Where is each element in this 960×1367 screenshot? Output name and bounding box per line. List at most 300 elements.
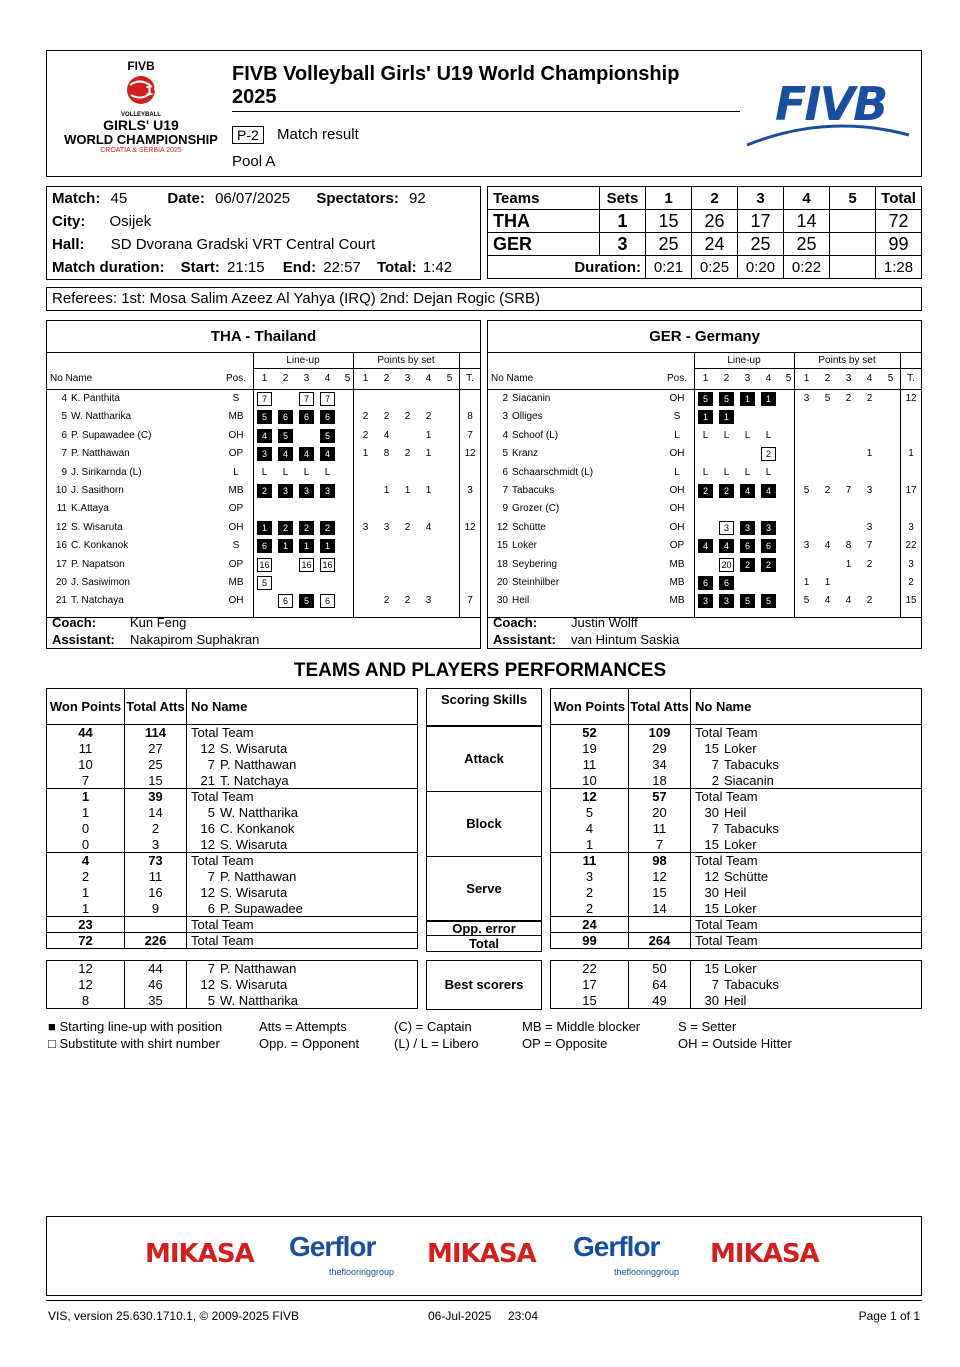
skill-attack: Attack [426,726,542,792]
lineup-starter: 6 [257,539,272,553]
won-points: 22 [551,961,629,977]
fivb-logo [737,73,917,153]
score-set-1: 15 [646,210,692,233]
won-points: 24 [551,917,629,933]
lineup-starter: 5 [257,410,272,424]
player-number: 15 [704,741,719,756]
player-number: 6 [502,466,508,478]
player-number: 15 [704,961,719,977]
player-total-points: 3 [908,558,914,570]
player-name: Tabacuks [512,485,555,496]
player-number: 30 [704,885,719,900]
player-total-points: 15 [905,595,917,607]
lineup-substitute: 16 [257,558,272,572]
player-name: Tabacuks [724,757,779,772]
performance-row [47,869,418,885]
lineup-starter: 3 [278,484,293,498]
player-position: OP [228,503,244,515]
title-line-1: FIVB Volleyball Girls' U19 World Championship [232,63,680,85]
player [187,869,418,885]
won-points: 1 [47,789,125,805]
player-name: P. Natthawan [220,869,297,884]
svg-text:19: 19 [145,84,161,98]
lineup-substitute: 6 [320,594,335,608]
total-atts: 64 [629,977,691,993]
total-atts: 44 [125,961,187,977]
total-atts: 11 [629,821,691,837]
set-points: 3 [383,521,390,533]
player-total-points: 22 [905,540,917,552]
player-number: 4 [502,429,508,441]
won-points: 0 [47,837,125,853]
won-points: 52 [551,725,629,741]
set-points: 2 [383,411,390,423]
best-scorer-row [47,977,418,993]
won-points: 2 [551,885,629,901]
total-label: Total [426,935,542,952]
lineup-set-header: 2 [282,373,289,384]
player-position: OH [669,485,685,496]
logo-line3: CROATIA & SERBIA 2025 [100,147,182,154]
player-name: P. Supawadee [220,900,303,916]
player [691,977,922,993]
set-points: 2 [866,558,873,570]
player [691,837,922,853]
lineup-substitute: 2 [761,447,776,461]
total-atts: 15 [125,773,187,789]
player-number: 3 [502,411,508,423]
won-points: 4 [47,853,125,869]
player [691,789,922,805]
player-name: Loker [724,900,757,916]
player [691,757,922,773]
player-name: Total Team [191,853,254,869]
player [187,789,418,805]
assistant-label: Assistant: [52,632,115,647]
lineup-starter: 2 [761,558,776,572]
legend-oh: OH = Outside Hitter [678,1036,792,1051]
performance-row [47,821,418,837]
player-number: 5 [207,992,215,1008]
performance-row [551,741,922,757]
performance-summary-row [551,933,922,949]
total-atts: 57 [629,789,691,805]
set-duration: 0:20 [738,256,784,279]
total-atts: 20 [629,805,691,821]
player-name: J. Sasiwimon [71,577,130,588]
lineup-starter: 4 [320,447,335,461]
performance-header-row [551,689,922,725]
gerflor-logo: Gerflor [289,1231,376,1262]
set-points: 1 [803,577,810,588]
match-info-row-1 [52,187,426,210]
lineup-starter: 2 [278,521,293,535]
total-atts: 73 [125,853,187,869]
player-position: L [674,429,680,441]
player-number: 7 [207,757,215,772]
set-points: 4 [845,595,852,607]
lineup-starter: 5 [320,429,335,443]
player-name: P. Natthawan [220,757,297,772]
set-points: 3 [866,521,873,533]
total-atts: 3 [125,837,187,853]
ger_best-best-scorers-table [550,960,922,1009]
no-name-header: No Name [50,373,93,384]
player-name: Seybering [512,558,558,570]
footer-page: Page 1 of 1 [858,1309,920,1323]
player [187,773,418,789]
lineup-starter: 4 [761,484,776,498]
match-info-row-3 [52,233,375,256]
player-name: Steinhilber [512,577,560,588]
legend-libero: (L) / L = Libero [394,1036,479,1051]
points-set-header: 3 [845,373,852,384]
player-name: S. Wisaruta [220,885,288,900]
lineup-starter: 5 [299,594,314,608]
set-points: 1 [845,558,852,570]
points-by-set-header: Points by set [377,355,435,366]
score-header-teams: Teams [488,187,600,210]
player [691,853,922,869]
lineup-starter: 3 [740,521,755,535]
best-scorer-row [47,993,418,1009]
tha_best-best-scorers-table [46,960,418,1009]
lineup-set-header: 1 [702,373,709,384]
points-by-set-header: Points by set [818,355,876,366]
footer-date: 06-Jul-2025 [428,1309,492,1323]
performance-row [47,757,418,773]
hall-label: Hall: [52,236,85,253]
score-set-1: 25 [646,233,692,256]
set-points: 2 [362,429,369,441]
player-number: 7 [711,821,719,836]
spectators-value: 92 [409,190,426,207]
player-name: Loker [724,741,757,756]
set-points: 2 [404,448,411,460]
player-number: 5 [502,448,508,460]
total-atts: 226 [125,933,187,949]
end-label: End: [282,259,317,276]
player [691,805,922,821]
player-name: Total Team [695,725,758,741]
player-position: OP [228,558,244,570]
won-points: 11 [47,741,125,757]
player-name: Siacanin [724,772,774,788]
score-total: 72 [876,210,922,233]
skill-block: Block [426,791,542,857]
won-points: 12 [47,977,125,993]
set-points: 1 [824,577,831,588]
player [691,741,922,757]
set-points: 3 [425,595,432,607]
logo-line2: WORLD CHAMPIONSHIP [64,132,218,147]
total-header: T. [466,373,474,384]
set-points: 2 [404,411,411,423]
logo-fivb-text: FIVB [127,59,155,73]
player-number: 5 [61,411,67,423]
performance-row [47,853,418,869]
player-total-points: 3 [908,521,914,533]
set-points: 8 [845,540,852,552]
lineup-libero: L [744,466,751,478]
roster-divider [488,389,922,390]
player-total-points: 2 [908,577,914,588]
gerflor-tagline: theflooringgroup [614,1267,680,1277]
hall-value: SD Dvorana Gradski VRT Central Court [110,236,376,253]
score-team: THA [488,210,600,233]
pos-header: Pos. [225,373,246,384]
lineup-starter: 3 [299,484,314,498]
player-position: OH [228,429,244,441]
won-points: 5 [551,805,629,821]
player-total-points: 1 [908,448,914,460]
lineup-starter: 6 [719,576,734,590]
lineup-libero: L [324,466,331,478]
set-points: 1 [866,448,873,460]
points-set-header: 5 [887,373,894,384]
player-number: 10 [55,485,67,496]
player [691,933,922,949]
coach-name: Kun Feng [130,615,187,630]
player [691,961,922,977]
performance-row [551,837,922,853]
opp-error-label: Opp. error [426,920,542,936]
points-set-header: 4 [425,373,432,384]
set-points: 1 [425,429,432,441]
lineup-set-header: 2 [723,373,730,384]
performance-row [47,837,418,853]
scoring-skills-header: Scoring Skills [426,688,542,726]
mikasa-logo: MIKASA [427,1239,536,1269]
won-points: 12 [47,961,125,977]
lineup-header: Line-up [286,355,320,366]
total-atts: 9 [125,901,187,917]
player-number: 7 [502,485,508,496]
lineup-libero: L [282,466,289,478]
performance-row [47,789,418,805]
coach-line [52,614,186,631]
document-code: P-2 [232,126,264,144]
roster-divider [353,353,354,617]
total-atts: 109 [629,725,691,741]
referees: Referees: 1st: Mosa Salim Azeez Al Yahya (IRQ) 2nd: Dejan Rogic (SRB) [46,287,922,311]
coach-name: Justin Wolff [571,615,638,630]
match-date: 06/07/2025 [215,190,291,207]
lineup-starter: 4 [719,539,734,553]
no-name-header: No Name [491,373,534,384]
lineup-starter: 5 [698,392,713,406]
best-scorers-label: Best scorers [426,960,542,1010]
roster-title: THA - Thailand [47,321,480,353]
set-points: 1 [362,448,369,460]
player [187,725,418,741]
player-position: OH [669,393,685,404]
player-number: 30 [704,992,719,1008]
total-atts: 16 [125,885,187,901]
player-name: Schoof (L) [512,429,559,441]
player-number: 4 [61,393,67,404]
player-name: J. Sirikarnda (L) [71,466,142,478]
performance-row [551,853,922,869]
lineup-starter: 1 [719,410,734,424]
set-points: 5 [824,393,831,404]
no-name-header: No Name [187,689,418,725]
player-number: 30 [496,595,508,607]
player-number: 7 [207,869,215,884]
legend-atts: Atts = Attempts [259,1019,347,1034]
lineup-starter: 6 [320,410,335,424]
performance-row [551,869,922,885]
lineup-libero: L [261,466,268,478]
performance-row [551,757,922,773]
player-position: L [233,466,239,478]
match-number: 45 [110,190,128,207]
player [691,885,922,901]
player-number: 20 [496,577,508,588]
lineup-starter: 6 [299,410,314,424]
set-points: 2 [824,485,831,496]
player-name: Loker [724,836,757,852]
player-number: 7 [207,961,215,977]
page-title [232,63,742,109]
performance-row [551,789,922,805]
player-name: P. Natthawan [71,448,130,460]
player [187,853,418,869]
set-score-table [487,186,922,279]
player-position: OH [669,503,685,515]
player [691,725,922,741]
player-name: S. Wisaruta [71,521,123,533]
logo-small-text: VOLLEYBALL [121,112,161,118]
lineup-substitute: 3 [719,521,734,535]
lineup-starter: 6 [278,410,293,424]
won-points: 7 [47,773,125,789]
footer-time: 23:04 [508,1309,539,1323]
set-points: 4 [824,595,831,607]
performance-row [551,885,922,901]
player-name: W. Nattharika [220,805,299,820]
lineup-starter: 2 [740,558,755,572]
player-name: S. Wisaruta [220,741,288,756]
player-name: Heil [724,885,747,900]
city-value: Osijek [109,213,152,230]
set-points: 5 [803,595,810,607]
match-label: Match: [52,190,101,207]
performance-row [47,805,418,821]
won-points: 2 [551,901,629,917]
total-atts: 27 [125,741,187,757]
player-name: Schütte [512,521,546,533]
set-points: 7 [845,485,852,496]
points-set-header: 4 [866,373,873,384]
won-points: 2 [47,869,125,885]
player-name: Heil [724,992,747,1008]
score-set-4: 25 [784,233,830,256]
lineup-substitute: 6 [278,594,293,608]
score-set-2: 26 [692,210,738,233]
lineup-starter: 3 [320,484,335,498]
total-atts [125,917,187,933]
won-points: 0 [47,821,125,837]
set-points: 2 [845,393,852,404]
roster-divider [794,353,795,617]
player-name: T. Natchaya [71,595,124,607]
player-name: P. Supawadee (C) [71,429,152,441]
score-team: GER [488,233,600,256]
player-position: MB [669,558,685,570]
total-atts: 15 [629,885,691,901]
points-set-header: 2 [383,373,390,384]
total-atts: 7 [629,837,691,853]
player-number: 15 [704,900,719,916]
mikasa-logo: MIKASA [145,1239,254,1269]
pool-label: Pool A [232,153,276,170]
player-total-points: 12 [905,393,917,404]
player-number: 21 [55,595,67,607]
roster-divider [253,353,254,617]
set-points: 2 [404,521,411,533]
player [187,933,418,949]
player-number: 16 [55,540,67,552]
fivb-logo-text: FIVB [775,77,887,131]
best-scorer-row [551,977,922,993]
performance-summary-row [47,917,418,933]
player-number: 9 [502,503,508,515]
score-row-tha [488,210,922,233]
lineup-starter: 4 [299,447,314,461]
points-set-header: 5 [446,373,453,384]
player-number: 17 [55,558,67,570]
lineup-starter: 2 [698,484,713,498]
assistant-line [52,631,259,648]
won-points: 44 [47,725,125,741]
player [187,901,418,917]
mikasa-logo: MIKASA [710,1239,819,1269]
player-name: Total Team [191,933,254,948]
coach-line [493,614,638,631]
lineup-starter: 5 [278,429,293,443]
lineup-libero: L [765,429,772,441]
player-total-points: 7 [467,595,473,607]
score-set-3: 25 [738,233,784,256]
roster-title: GER - Germany [488,321,921,353]
player [187,741,418,757]
performance-row [551,773,922,789]
player-position: MB [228,411,244,423]
lineup-set-header: 5 [344,373,351,384]
set-points: 1 [425,448,432,460]
score-header-set-1: 1 [646,187,692,210]
duration-label: Match duration: [52,259,165,276]
skill-serve: Serve [426,856,542,922]
lineup-starter: 1 [761,392,776,406]
won-points: 99 [551,933,629,949]
lineup-starter: 3 [257,447,272,461]
lineup-starter: 1 [257,521,272,535]
roster-tha [46,320,481,649]
start-value: 21:15 [227,259,265,276]
player-name: P. Natthawan [220,961,297,977]
player-name: Tabacuks [724,821,779,836]
fivb-swoosh-icon [737,73,917,153]
match-info [46,186,481,280]
ger-performance-table [550,688,922,949]
performance-row [47,773,418,789]
lineup-starter: 4 [698,539,713,553]
total-atts: 14 [629,901,691,917]
player [691,773,922,789]
player-total-points: 17 [905,485,917,496]
